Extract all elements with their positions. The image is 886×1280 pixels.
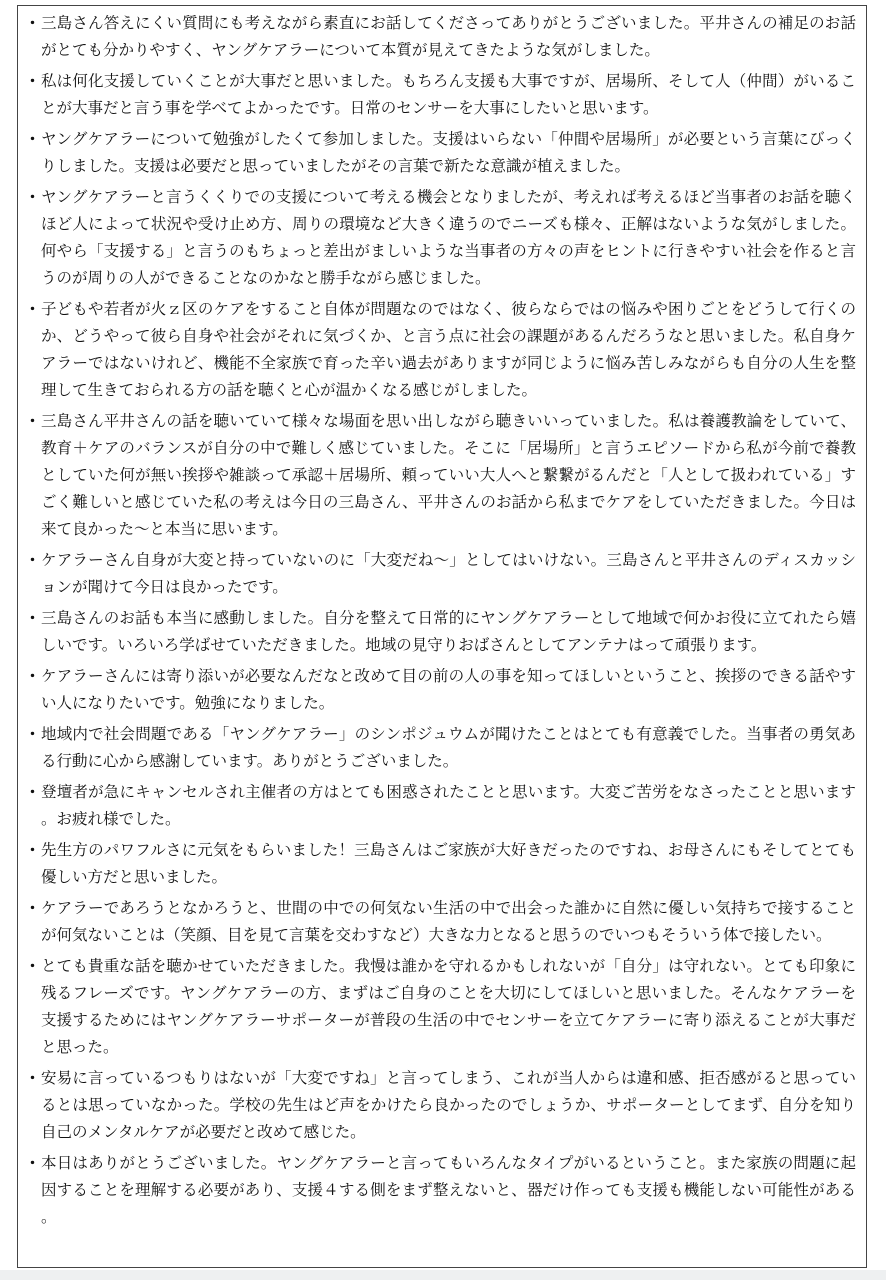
bullet-mark: ・ xyxy=(24,783,41,801)
comment-text: ヤングケアラーと言うくくりでの支援について考える機会となりましたが、考えれば考えるほど当事者のお話を聴くほど人によって状況や受け止め方、周りの環境など大きく違うのでニーズも様々、正解はないような気がしました。何やら「支援する」と言うのもちょっと差出がましいような当事者の方々の声をヒントに行きやすい社会を作ると言うのが周りの人ができることなのかなと勝手ながら感じました。 xyxy=(41,188,856,287)
list-item xyxy=(24,663,856,717)
bullet-mark: ・ xyxy=(24,188,41,206)
bullet-mark: ・ xyxy=(24,609,41,627)
bullet-mark: ・ xyxy=(24,841,41,859)
comment-text: 三島さん平井さんの話を聴いていて様々な場面を思い出しながら聴きいいっていました。私は養護教論をしていて、教育＋ケアのバランスが自分の中で難しく感じていました。そこに「居場所」と言うエピソードから私が今前で養教としていた何が無い挨拶や雑談って承認＋居場所、頼っていい大人へと繋繋がるんだと「人として扱われている」すごく難しいと感じていた私の考えは今日の三島さん、平井さんのお話から私までケアをしていただきました。今日は来て良かった～と本当に思います。 xyxy=(41,412,856,538)
comments-box xyxy=(17,5,867,1268)
bullet-mark: ・ xyxy=(24,667,41,685)
list-item xyxy=(24,1150,856,1231)
list-item xyxy=(24,126,856,180)
comment-text: 登壇者が急にキャンセルされ主催者の方はとても困惑されたことと思います。大変ご苦労をなさったことと思います。お疲れ様でした。 xyxy=(41,783,856,828)
comment-text: ケアラーさん自身が大変と持っていないのに「大変だね～」としてはいけない。三島さんと平井さんのディスカッションが聞けて今日は良かったです。 xyxy=(41,551,856,596)
comment-text: 本日はありがとうございました。ヤングケアラーと言ってもいろんなタイプがいるということ。また家族の問題に起因することを理解する必要があり、支援４する側をまず整えないと、器だけ作っても支援も機能しない可能性がある。 xyxy=(41,1154,856,1226)
comment-text: 私は何化支援していくことが大事だと思いました。もちろん支援も大事ですが、居場所、そして人（仲間）がいることが大事だと言う事を学べてよかったです。日常のセンサーを大事にしたいと思います。 xyxy=(41,72,856,117)
bullet-mark: ・ xyxy=(24,899,41,917)
comment-text: ケアラーさんには寄り添いが必要なんだなと改めて目の前の人の事を知ってほしいということ、挨拶のできる話やすい人になりたいです。勉強になりました。 xyxy=(41,667,856,712)
comment-text: 三島さん答えにくい質問にも考えながら素直にお話してくださってありがとうございました。平井さんの補足のお話がとても分かりやすく、ヤングケアラーについて本質が見えてきたような気がしました。 xyxy=(41,14,856,59)
bullet-mark: ・ xyxy=(24,300,41,318)
comment-text: 地域内で社会問題である「ヤングケアラー」のシンポジュウムが聞けたことはとても有意義でした。当事者の勇気ある行動に心から感謝しています。ありがとうございました。 xyxy=(41,725,856,770)
bullet-mark: ・ xyxy=(24,1069,41,1087)
bullet-mark: ・ xyxy=(24,551,41,569)
list-item xyxy=(24,68,856,122)
bullet-mark: ・ xyxy=(24,957,41,975)
list-item xyxy=(24,895,856,949)
list-item xyxy=(24,184,856,292)
bullet-mark: ・ xyxy=(24,130,41,148)
bullet-mark: ・ xyxy=(24,1154,41,1172)
bullet-mark: ・ xyxy=(24,412,41,430)
list-item xyxy=(24,10,856,64)
comment-text: 先生方のパワフルさに元気をもらいました！三島さんはご家族が大好きだったのですね、お母さんにもそしてとても優しい方だと思いました。 xyxy=(41,841,856,886)
list-item xyxy=(24,408,856,543)
list-item xyxy=(24,953,856,1061)
bullet-mark: ・ xyxy=(24,72,41,90)
comment-text: 子どもや若者が火ｚ区のケアをすること自体が問題なのではなく、彼らならではの悩みや困りごとをどうして行くのか、どうやって彼ら自身や社会がそれに気づくか、と言う点に社会の課題があるんだろうなと思いました。私自身ケアラーではないけれど、機能不全家族で育った辛い過去がありますが同じように悩み苦しみながらも自分の人生を整理して生きておられる方の話を聴くと心が温かくなる感じがしました。 xyxy=(41,300,856,399)
comment-text: とても貴重な話を聴かせていただきました。我慢は誰かを守れるかもしれないが「自分」は守れない。とても印象に残るフレーズです。ヤングケアラーの方、まずはご自身のことを大切にしてほしいと思いました。そんなケアラーを支援するためにはヤングケアラーサポーターが普段の生活の中でセンサーを立てケアラーに寄り添えることが大事だと思った。 xyxy=(41,957,856,1056)
bullet-mark: ・ xyxy=(24,14,41,32)
comment-text: ケアラーであろうとなかろうと、世間の中での何気ない生活の中で出会った誰かに自然に優しい気持ちで接することが何気ないことは（笑顔、目を見て言葉を交わすなど）大きな力となると思うのでいつもそういう体で接したい。 xyxy=(41,899,856,944)
list-item xyxy=(24,721,856,775)
comment-text: ヤングケアラーについて勉強がしたくて参加しました。支援はいらない「仲間や居場所」が必要という言葉にびっくりしました。支援は必要だと思っていましたがその言葉で新たな意識が植えました。 xyxy=(41,130,856,175)
list-item xyxy=(24,1065,856,1146)
list-item xyxy=(24,837,856,891)
bullet-mark: ・ xyxy=(24,725,41,743)
comment-list xyxy=(24,10,856,1231)
list-item xyxy=(24,547,856,601)
list-item xyxy=(24,296,856,404)
comment-text: 三島さんのお話も本当に感動しました。自分を整えて日常的にヤングケアラーとして地域で何かお役に立てれたら嬉しいです。いろいろ学ばせていただきました。地域の見守りおばさんとしてアンテナはって頑張ります。 xyxy=(41,609,856,654)
comment-text: 安易に言っているつもりはないが「大変ですね」と言ってしまう、これが当人からは違和感、拒否感がると思っているとは思っていなかった。学校の先生はど声をかけたら良かったのでしょうか、サポーターとしてまず、自分を知り自己のメンタルケアが必要だと改めて感じた。 xyxy=(41,1069,856,1141)
page-bottom-margin xyxy=(0,1270,886,1280)
list-item xyxy=(24,605,856,659)
list-item xyxy=(24,779,856,833)
